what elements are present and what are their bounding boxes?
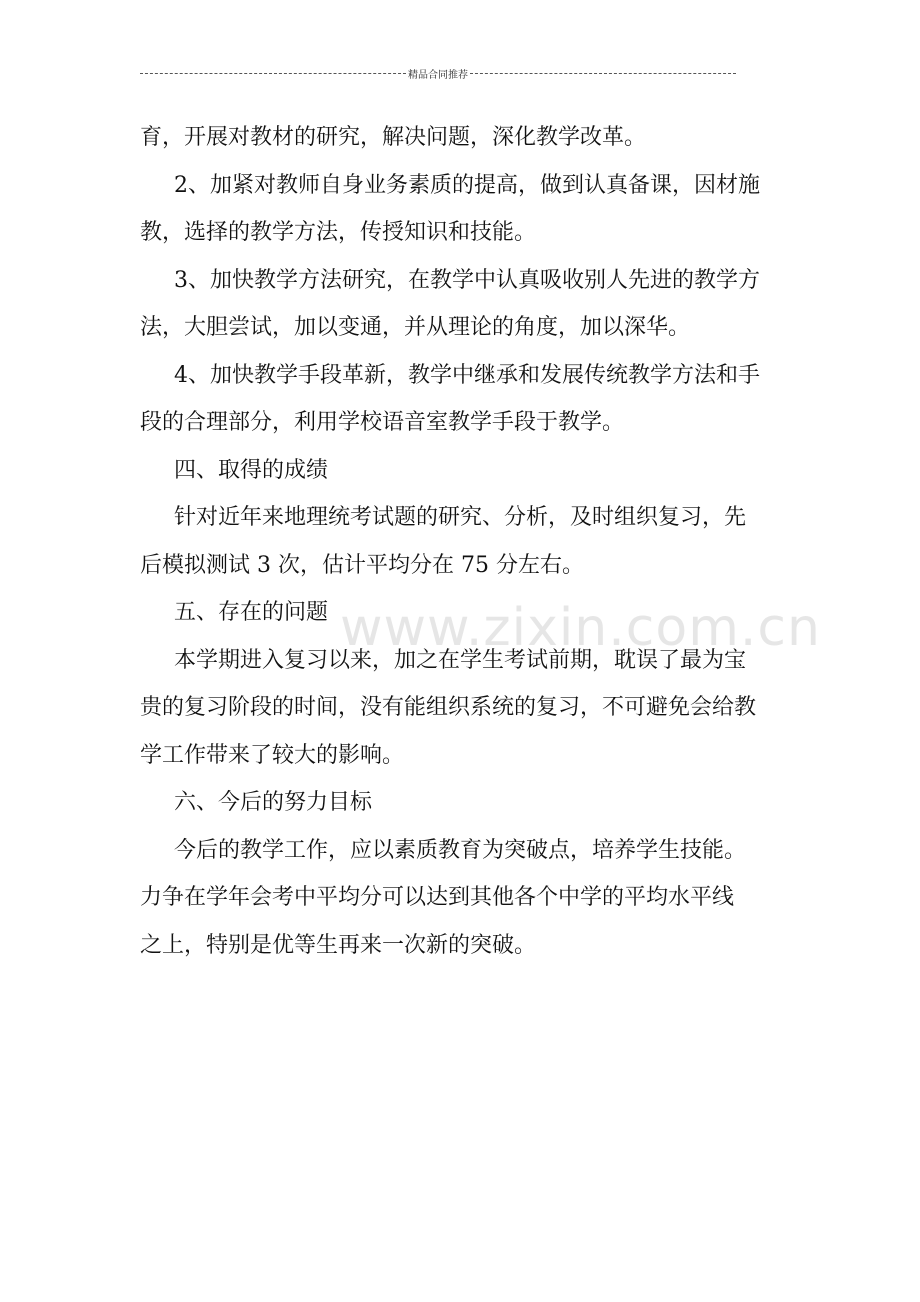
paragraph-line: 4、加快教学手段革新，教学中继承和发展传统教学方法和手 (174, 362, 760, 388)
paragraph-line: 学工作带来了较大的影响。 (140, 742, 405, 768)
header-dash-right (470, 73, 736, 74)
paragraph-line: 段的合理部分，利用学校语音室教学手段于教学。 (140, 410, 625, 435)
paragraph-line: 育，开展对教材的研究，解决问题，深化教学改革。 (140, 125, 647, 150)
paragraph-line: 贵的复习阶段的时间，没有能组织系统的复习，不可避免会给教 (140, 695, 757, 720)
paragraph-line: 2、加紧对教师自身业务素质的提高，做到认真备课，因材施 (174, 172, 760, 198)
paragraph-line: 教，选择的教学方法，传授知识和技能。 (140, 220, 537, 245)
paragraph-line: 针对近年来地理统考试题的研究、分析，及时组织复习，先 (174, 505, 747, 530)
document-body (140, 114, 790, 969)
watermark: www.zixin.com.cn (340, 598, 821, 658)
header-label: 精品合同推荐 (408, 70, 468, 81)
section-heading: 四、取得的成绩 (174, 457, 329, 483)
section-heading: 五、存在的问题 (174, 600, 329, 625)
paragraph-line: 法，大胆尝试，加以变通，并从理论的角度，加以深华。 (140, 315, 691, 340)
paragraph-line: 今后的教学工作，应以素质教育为突破点，培养学生技能。 (174, 837, 747, 863)
paragraph-line: 3、加快教学方法研究，在教学中认真吸收别人先进的教学方 (174, 267, 760, 293)
section-heading: 六、今后的努力目标 (174, 790, 373, 815)
page-header (140, 66, 736, 81)
header-dash-left (140, 73, 406, 74)
paragraph-line: 后模拟测试 3 次，估计平均分在 75 分左右。 (140, 552, 584, 578)
paragraph-line: 之上，特别是优等生再来一次新的突破。 (140, 932, 537, 958)
paragraph-line: 力争在学年会考中平均分可以达到其他各个中学的平均水平线 (140, 885, 735, 910)
paragraph-line: 本学期进入复习以来，加之在学生考试前期，耽误了最为宝 (174, 647, 747, 673)
